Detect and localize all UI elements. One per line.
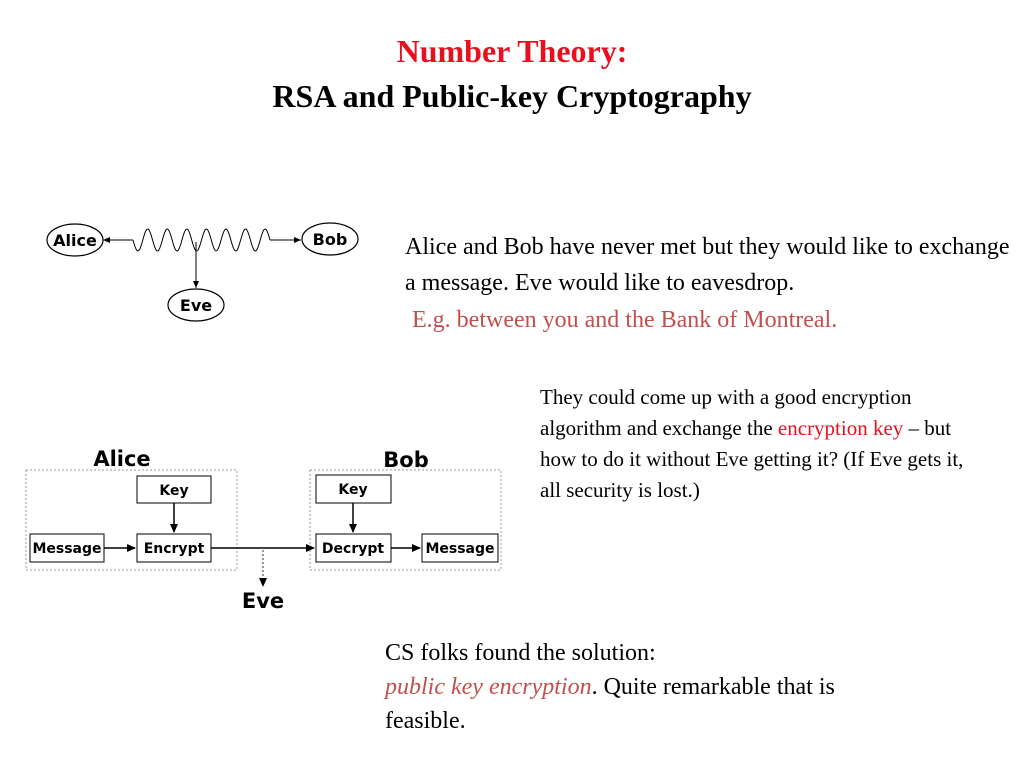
bob-key-label: Key	[338, 482, 368, 498]
intro-paragraph: Alice and Bob have never met but they would like to exchange a message. Eve would like to eavesdrop.	[405, 234, 1010, 296]
encryption-key-highlight: encryption key	[777, 416, 904, 440]
key-exchange-text-start: They could come up with a good encryption algorithm and exchange the	[540, 385, 912, 440]
decrypt-label: Decrypt	[321, 541, 385, 557]
alice-message-label: Message	[32, 541, 102, 557]
encrypt-label: Encrypt	[143, 541, 205, 557]
solution-paragraph	[385, 636, 865, 738]
slide-title-line1: Number Theory:	[396, 33, 628, 69]
alice-node-label: Alice	[53, 231, 97, 250]
slide-title-line2: RSA and Public-key Cryptography	[272, 78, 752, 114]
key-exchange-paragraph	[540, 382, 980, 506]
alice-section-label: Alice	[93, 447, 151, 471]
example-note: E.g. between you and the Bank of Montreal.	[412, 307, 838, 333]
eve-section-label: Eve	[241, 589, 285, 613]
encryption-pipeline-diagram	[20, 440, 510, 620]
bob-node-label: Bob	[312, 230, 348, 249]
wavy-channel	[133, 229, 270, 251]
bob-message-label: Message	[425, 541, 495, 557]
solution-text-end: . Quite remarkable that is feasible.	[385, 674, 835, 734]
eve-node-label: Eve	[179, 296, 213, 315]
key-exchange-text-end: – but how to do it without Eve getting it? (If Eve gets it, all security is lost.)	[540, 416, 964, 502]
public-key-highlight: public key encryption	[385, 674, 592, 700]
bob-section-label: Bob	[383, 448, 429, 472]
alice-bob-channel-diagram	[40, 215, 370, 330]
solution-line1: CS folks found the solution:	[385, 640, 656, 666]
alice-key-label: Key	[159, 483, 189, 499]
